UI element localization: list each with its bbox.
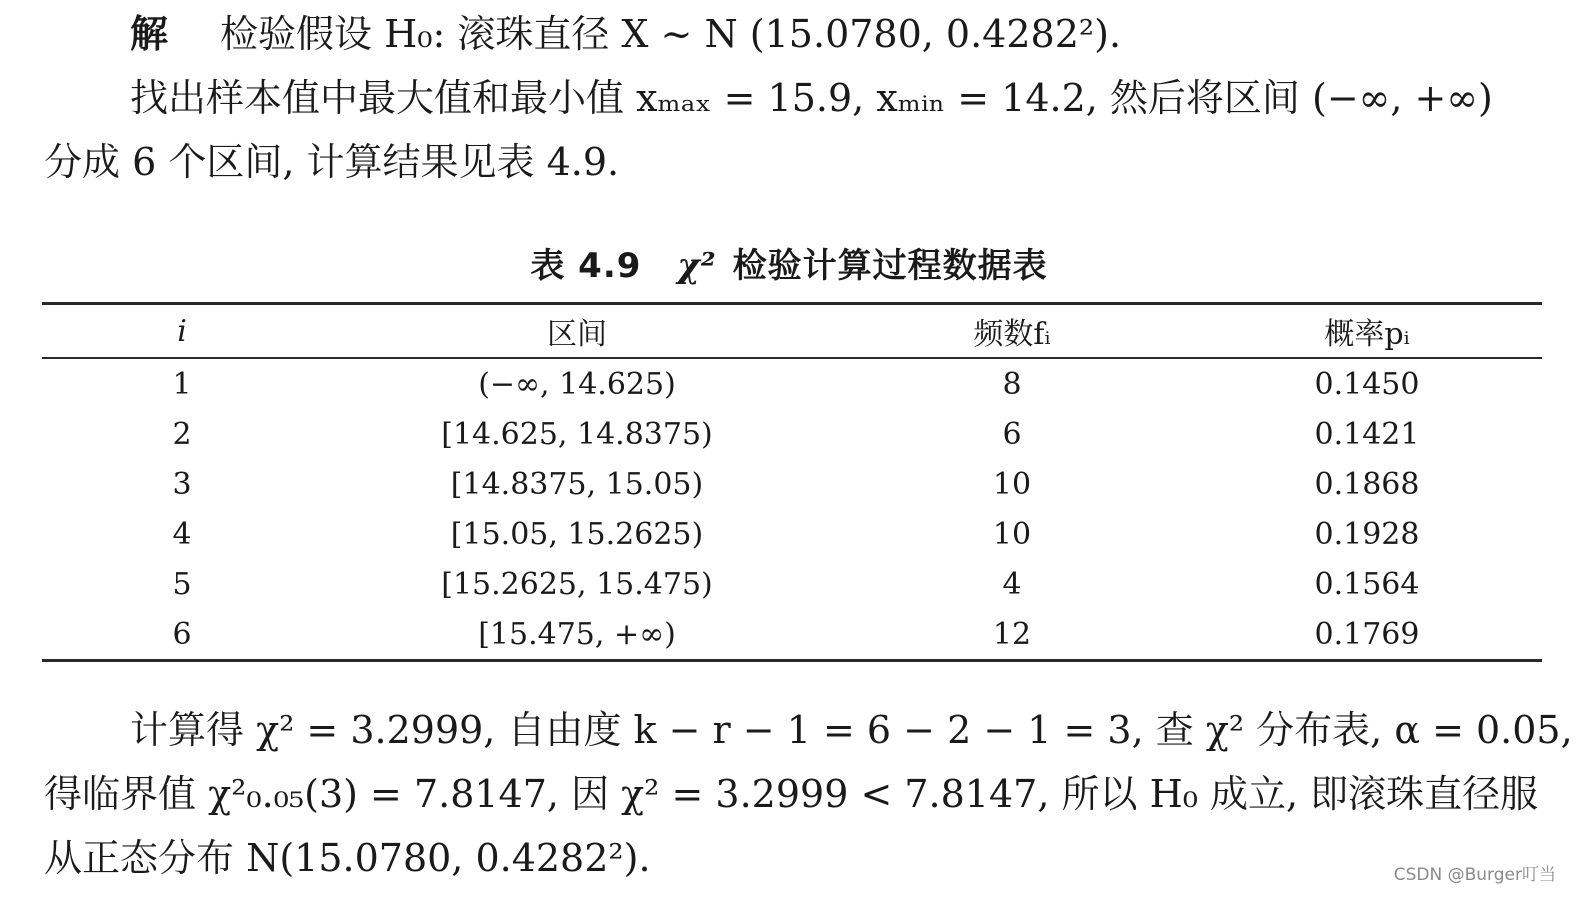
conclusion-line-3: 从正态分布 N(15.0780, 0.4282²). [44, 836, 651, 880]
cell-probability: 0.1868 [1314, 466, 1420, 502]
table-row [42, 559, 1542, 609]
intro-paragraph [44, 2, 1554, 194]
cell-index: 3 [172, 466, 192, 502]
cell-interval: [14.625, 14.8375) [441, 416, 713, 452]
cell-probability: 0.1421 [1314, 416, 1420, 452]
header-interval: 区间 [547, 317, 607, 352]
caption-number: 表 4.9 [530, 246, 642, 286]
cell-interval: (−∞, 14.625) [478, 366, 676, 402]
conclusion-paragraph [44, 698, 1573, 890]
cell-index: 2 [172, 416, 192, 452]
cell-frequency: 6 [1002, 416, 1022, 452]
cell-probability: 0.1769 [1314, 616, 1420, 652]
conclusion-line-2: 得临界值 χ²₀.₀₅(3) = 7.8147, 因 χ² = 3.2999 < 7.8147, 所以 H₀ 成立, 即滚珠直径服 [44, 772, 1539, 816]
caption-text: 检验计算过程数据表 [732, 246, 1048, 286]
table-row [42, 459, 1542, 509]
header-index: i [177, 313, 187, 349]
cell-interval: [15.05, 15.2625) [450, 516, 704, 552]
cell-index: 1 [172, 366, 192, 402]
intro-line-3: 分成 6 个区间, 计算结果见表 4.9. [44, 140, 620, 184]
cell-interval: [15.2625, 15.475) [441, 566, 713, 602]
cell-frequency: 12 [992, 616, 1032, 652]
cell-frequency: 10 [992, 516, 1032, 552]
cell-interval: [14.8375, 15.05) [450, 466, 704, 502]
cell-frequency: 8 [1002, 366, 1022, 402]
table-row [42, 509, 1542, 559]
cell-probability: 0.1928 [1314, 516, 1420, 552]
hypothesis-text: 检验假设 H₀: 滚珠直径 X ~ N (15.0780, 0.4282²). [220, 12, 1122, 56]
table-row [42, 609, 1542, 661]
cell-frequency: 10 [992, 466, 1032, 502]
table-caption [0, 238, 1578, 287]
solution-label: 解 [130, 11, 169, 56]
table-row [42, 358, 1542, 409]
header-probability: 概率pᵢ [1324, 317, 1410, 352]
cell-index: 4 [172, 516, 192, 552]
caption-symbol: χ² [677, 246, 717, 286]
conclusion-line-1: 计算得 χ² = 3.2999, 自由度 k − r − 1 = 6 − 2 − 1 = 3, 查 χ² 分布表, α = 0.05, [130, 708, 1573, 752]
cell-frequency: 4 [1002, 566, 1022, 602]
cell-probability: 0.1450 [1314, 366, 1420, 402]
intro-line-2: 找出样本值中最大值和最小值 xₘₐₓ = 15.9, xₘᵢₙ = 14.2, 然后将区间 (−∞, +∞) [130, 76, 1493, 120]
watermark: CSDN @Burger叮当 [1393, 865, 1556, 885]
header-frequency: 频数fᵢ [973, 317, 1051, 352]
cell-index: 6 [172, 616, 192, 652]
data-table [42, 302, 1542, 662]
table-row [42, 409, 1542, 459]
intro-line-1 [44, 2, 1554, 66]
table-header-row [42, 304, 1542, 359]
cell-interval: [15.475, +∞) [478, 616, 676, 652]
cell-probability: 0.1564 [1314, 566, 1420, 602]
cell-index: 5 [172, 566, 192, 602]
